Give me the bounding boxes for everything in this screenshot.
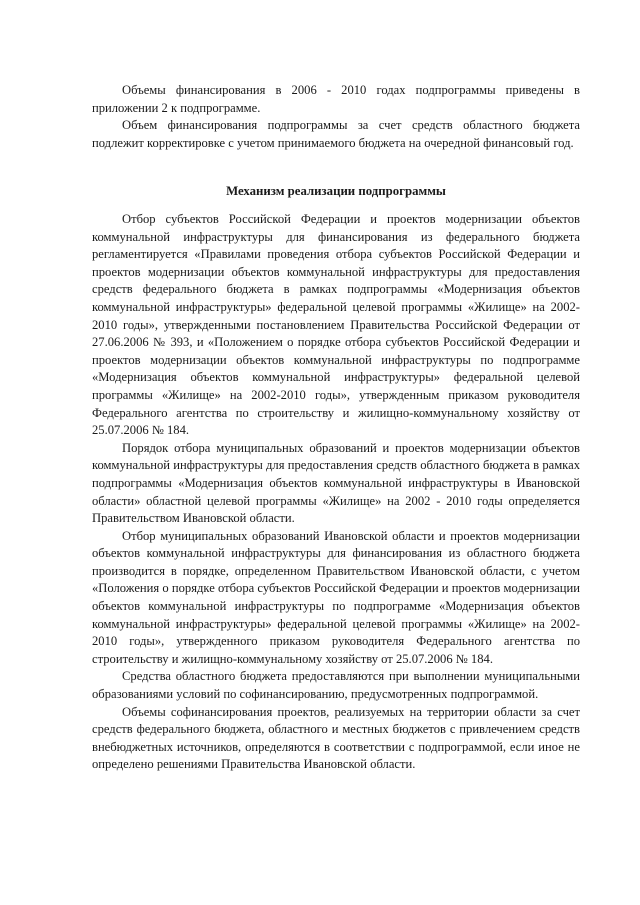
- intro-paragraph-2: Объем финансирования подпрограммы за счет средств областного бюджета подлежит корректировке с учетом принимаемого бюджета на очередной финансовый год.: [92, 118, 580, 150]
- section-paragraph-3: Отбор муниципальных образований Ивановской области и проектов модернизации объектов коммунальной инфраструктуры для финансирования из областного бюджета производится в порядке, определенном Правительством Ивановской области, с учетом «Положения о порядке отбора субъектов Российской Федерации и проектов модернизации объектов коммунальной инфраструктуры по подпрограмме «Модернизация объектов коммунальной инфраструктуры» федеральной целевой программы «Жилище» на 2002-2010 годы», утвержденного приказом руководителя Федерального агентства по строительству и жилищно-коммунальному хозяйству от 25.07.2006 № 184.: [92, 528, 580, 666]
- section-paragraph-1: Отбор субъектов Российской Федерации и проектов модернизации объектов коммунальной инфраструктуры для финансирования из федерального бюджета регламентируется «Правилами проведения отбора субъектов Российской Федерации и проектов модернизации объектов коммунальной инфраструктуры для предоставления средств федерального бюджета в рамках подпрограммы «Модернизация объектов коммунальной инфраструктуры» федеральной целевой программы «Жилище» на 2002-2010 годы», утвержденными постановлением Правительства Российской Федерации от 27.06.2006 № 393, и «Положением о порядке отбора субъектов Российской Федерации и проектов модернизации объектов коммунальной инфраструктуры по подпрограмме «Модернизация объектов коммунальной инфраструктуры» федеральной целевой программы «Жилище» на 2002-2010 годы», утвержденным приказом руководителя Федерального агентства по строительству и жилищно-коммунальному хозяйству от 25.07.2006 № 184.: [92, 212, 580, 438]
- section-paragraph-2: Порядок отбора муниципальных образований и проектов модернизации объектов коммунальной инфраструктуры для предоставления средств областного бюджета в рамках подпрограммы «Модернизация объектов коммунальной инфраструктуры в Ивановской области» областной целевой программы «Жилище» на 2002 - 2010 годы определяется Правительством Ивановской области.: [92, 440, 580, 526]
- section-paragraph-4: Средства областного бюджета предоставляются при выполнении муниципальными образованиями условий по софинансированию, предусмотренных подпрограммой.: [92, 669, 580, 702]
- intro-block: [92, 82, 580, 152]
- section-paragraph-5: Объемы софинансирования проектов, реализуемых на территории области за счет средств федерального бюджета, областного и местных бюджетов с привлечением средств внебюджетных источников, определяются в соответствии с подпрограммой, если иное не определено решениями Правительства Ивановской области.: [92, 704, 580, 772]
- intro-paragraph-1: Объемы финансирования в 2006 - 2010 годах подпрограммы приведены в приложении 2 к подпрограмме.: [92, 83, 580, 115]
- section-heading: Механизм реализации подпрограммы: [226, 184, 446, 198]
- section-body: [92, 211, 580, 774]
